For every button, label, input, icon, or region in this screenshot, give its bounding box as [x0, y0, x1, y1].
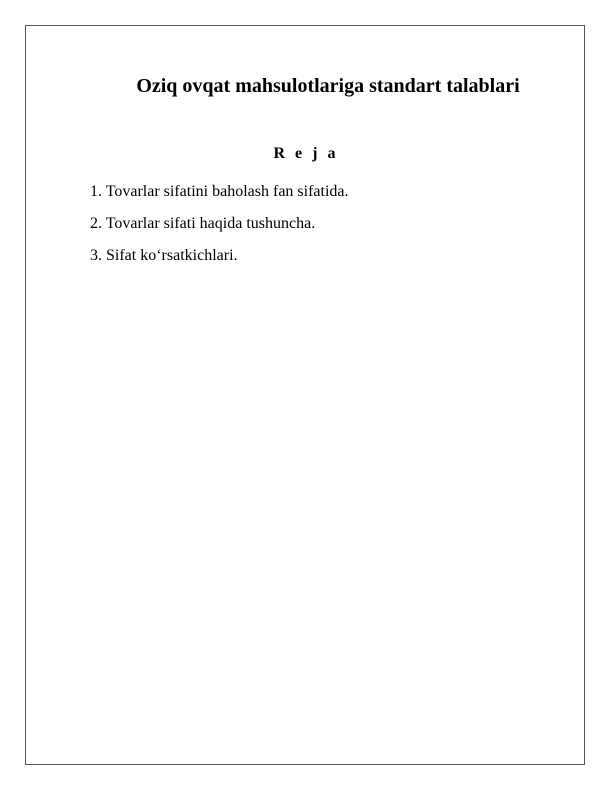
plan-item: 1. Tovarlar sifatini baholash fan sifatida. [90, 183, 349, 200]
plan-heading: R e j a [273, 145, 339, 162]
plan-list [90, 182, 349, 278]
page-border [25, 25, 585, 765]
document-title: Oziq ovqat mahsulotlariga standart talablari [136, 75, 520, 97]
plan-item: 3. Sifat ko‘rsatkichlari. [90, 247, 238, 264]
plan-item: 2. Tovarlar sifati haqida tushuncha. [90, 215, 316, 232]
